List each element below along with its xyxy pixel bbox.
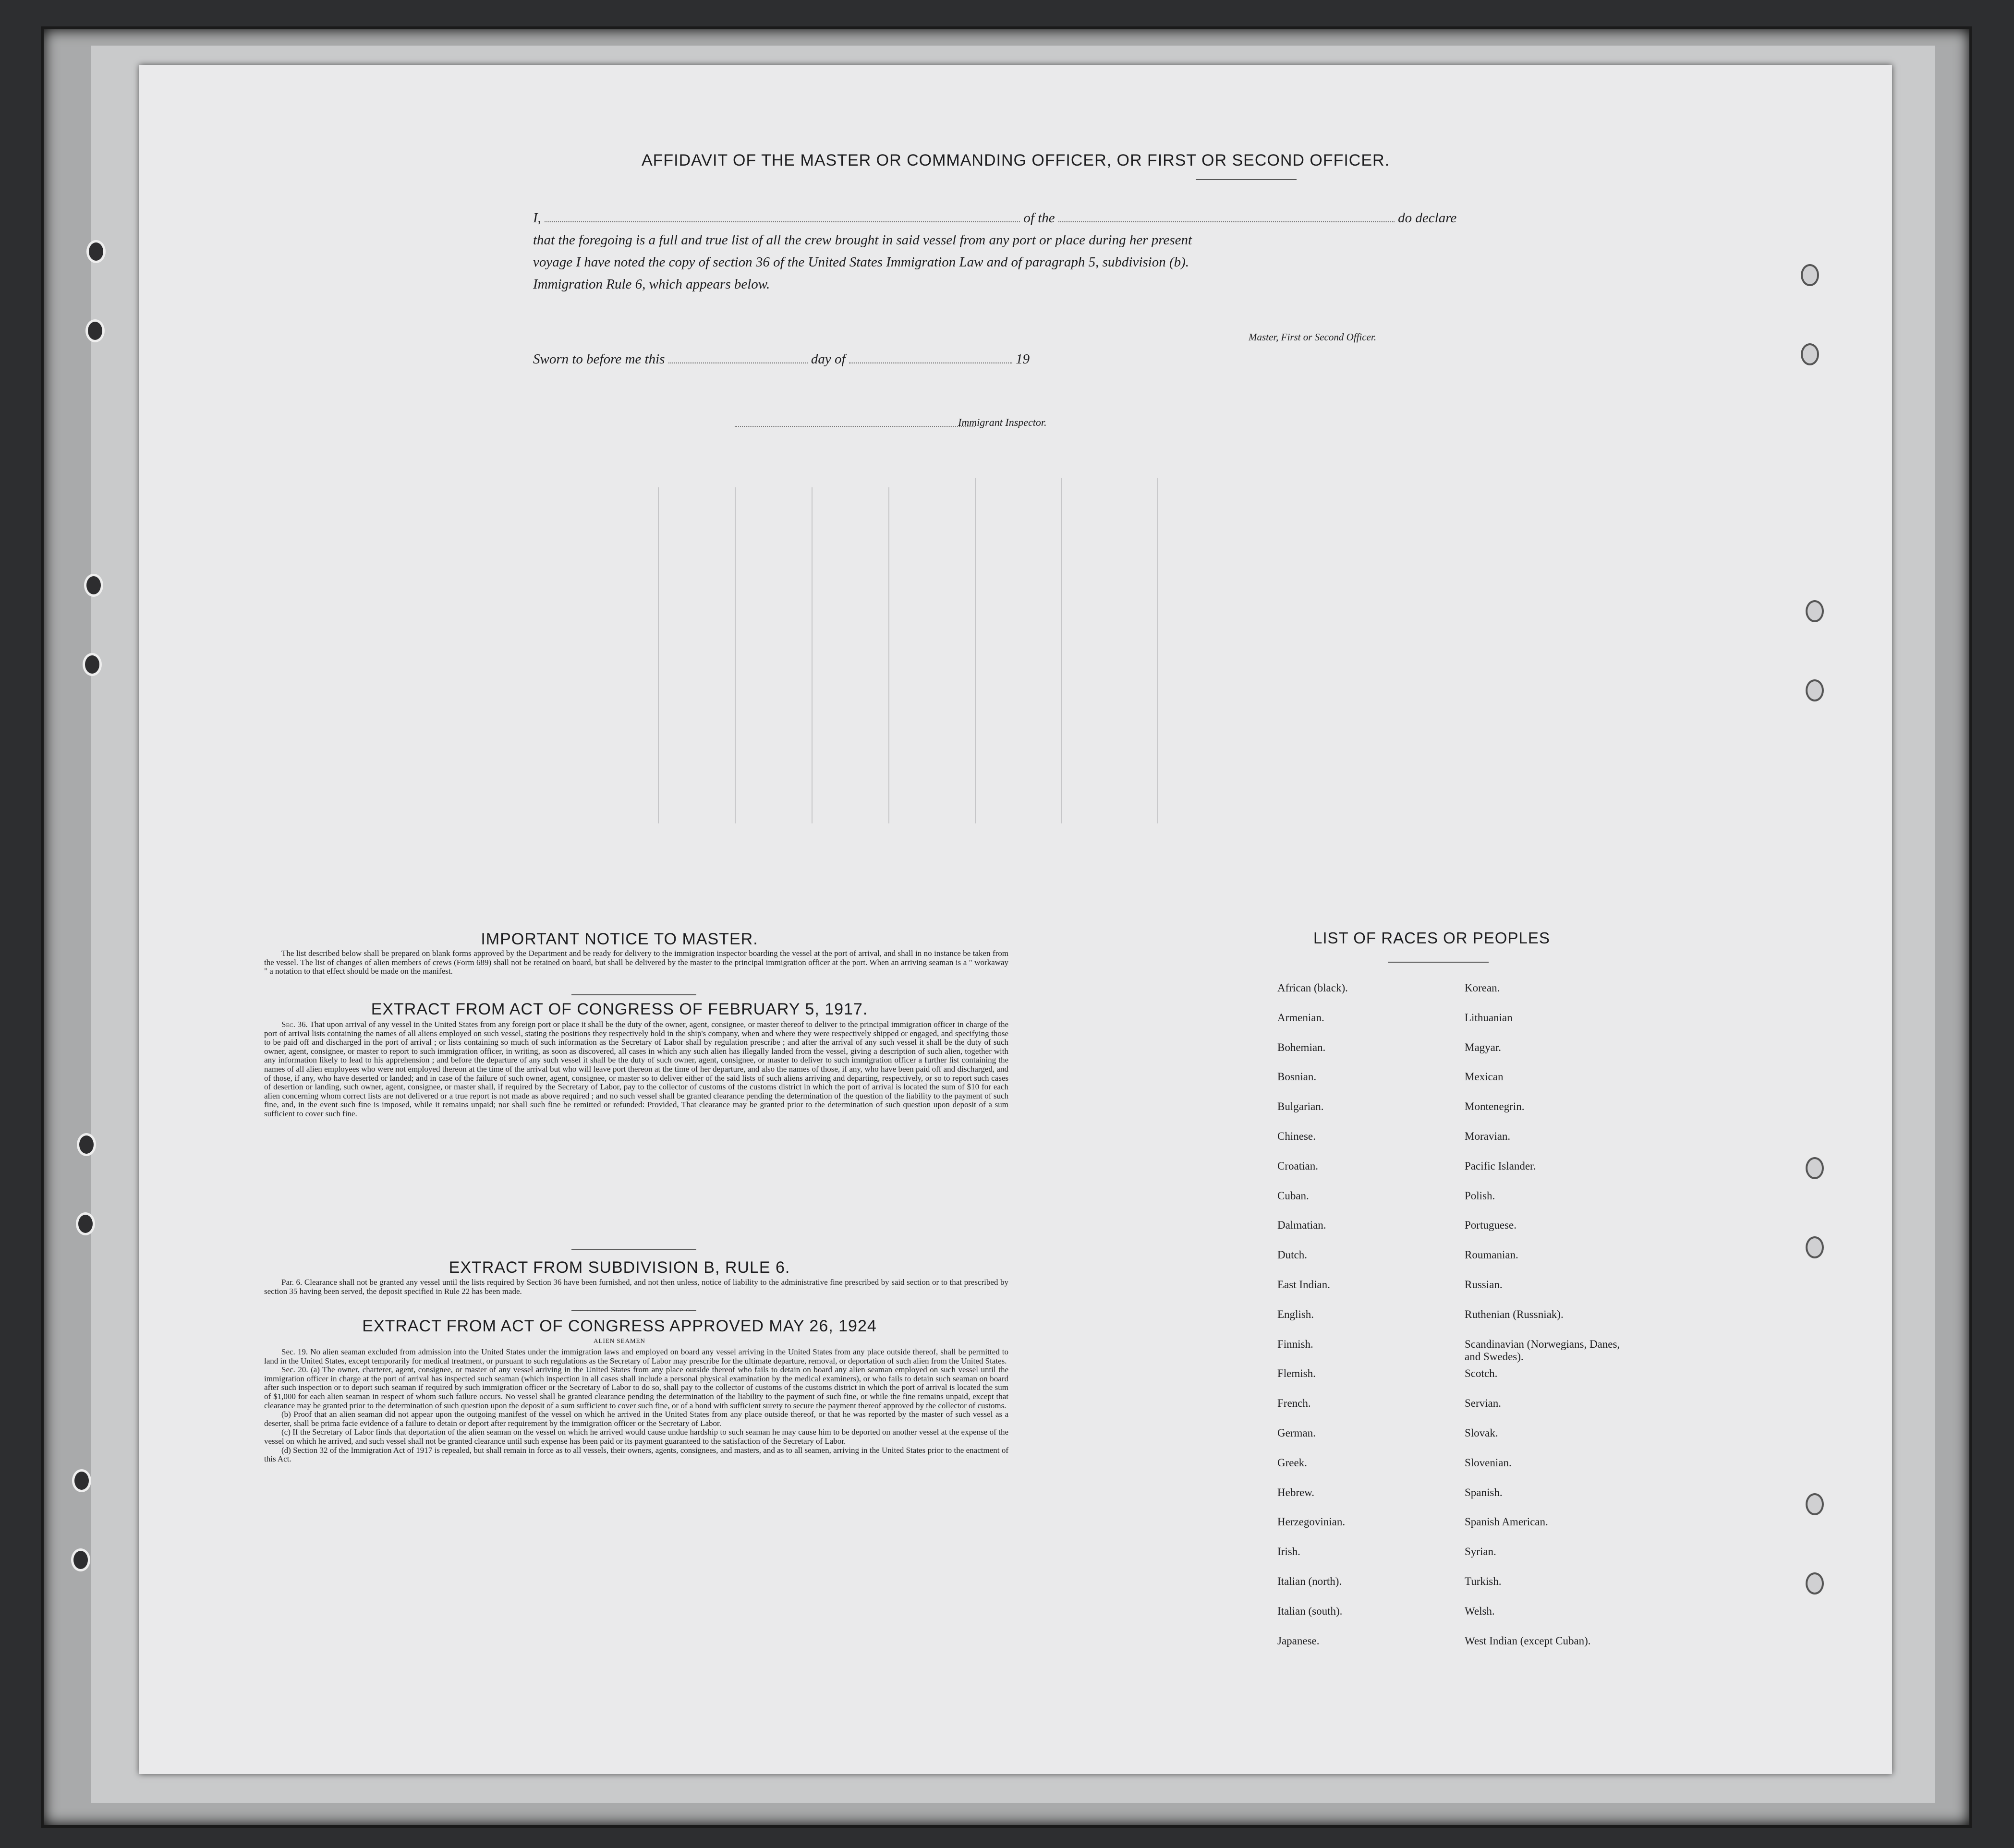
- race-item: Dutch.: [1277, 1249, 1307, 1261]
- alien-seamen-subtitle: ALIEN SEAMEN: [594, 1337, 645, 1344]
- race-item: Ruthenian (Russniak).: [1465, 1308, 1564, 1320]
- section-20a: Sec. 20. (a) The owner, charterer, agent, consignee, or master of any vessel arriving in the United States from any place outside thereof who fails to detain on board any alien seaman employed on such vessel until the immigration officer in charge at the port of arrival has inspected such seaman (which inspection in all cases shall include a personal physical examination by the medical examiners), or who fails to detain such seaman on board after such inspection or to deport such seaman if required by such immigration officer or the Secretary of Labor to do so, shall pay to the collector of customs of the customs district in which the port of arrival is located the sum of $1,000 for each alien seaman in respect of whom such failure occurs. No vessel shall be granted clearance pending the determination of the liability to the payment of such fine, or while the fine remains unpaid, except that clearance may be granted prior to the determination of such question upon the deposit of a sum sufficient to cover such fine, or of a bond with sufficient surety to secure the payment thereof approved by the collector of customs.: [264, 1365, 1008, 1410]
- race-item: German.: [1277, 1427, 1316, 1439]
- binder-hole: [77, 1133, 96, 1156]
- race-item: English.: [1277, 1308, 1314, 1320]
- binder-hole: [72, 1469, 91, 1492]
- section-19: Sec. 19. No alien seaman excluded from admission into the United States under the immigration laws and employed on board any vessel arriving in the United States from any place outside thereof, shall be permitted to land in the United States, except temporarily for medical treatment, or pursuant to such regulations as the Secretary of Labor may prescribe for the ultimate departure, removal, or deportation of such alien from the United States.: [264, 1347, 1008, 1365]
- subdivision-title: EXTRACT FROM SUBDIVISION B, RULE 6.: [449, 1258, 790, 1277]
- race-item: Irish.: [1277, 1546, 1300, 1558]
- race-item: Spanish.: [1465, 1486, 1503, 1498]
- race-item: Welsh.: [1465, 1605, 1495, 1617]
- race-item: Mexican: [1465, 1071, 1504, 1083]
- race-item: Flemish.: [1277, 1367, 1316, 1380]
- binder-hole: [76, 1212, 95, 1235]
- race-item: Dalmatian.: [1277, 1219, 1326, 1232]
- race-item: Bulgarian.: [1277, 1100, 1324, 1113]
- race-item: African (black).: [1277, 982, 1348, 994]
- race-item: Syrian.: [1465, 1546, 1496, 1558]
- affidavit-title: AFFIDAVIT OF THE MASTER OR COMMANDING OFFICER, OR FIRST OR SECOND OFFICER.: [641, 151, 1390, 169]
- race-item: Spanish American.: [1465, 1516, 1548, 1528]
- section-20d: (d) Section 32 of the Immigration Act of 1917 is repealed, but shall remain in force as to all vessels, their owners, agents, consignees, and masters, and as to all seamen, arriving in the United States prior to the enactment of this Act.: [264, 1445, 1008, 1464]
- race-item: Moravian.: [1465, 1130, 1511, 1142]
- title-divider: [1196, 179, 1297, 180]
- binder-hole: [84, 574, 103, 597]
- binder-hole: [85, 319, 105, 342]
- race-item: Montenegrin.: [1465, 1100, 1525, 1113]
- binder-hole: [1806, 1572, 1824, 1594]
- of-the-label: of the: [1023, 210, 1055, 226]
- declaration-line-2: that the foregoing is a full and true list of all the crew brought in said vessel from any port or place during her present: [533, 232, 1192, 248]
- i-label: I,: [533, 210, 541, 226]
- divider: [571, 1310, 696, 1311]
- sworn-line: [533, 348, 1618, 370]
- race-item: Herzegovinian.: [1277, 1516, 1346, 1528]
- race-item: Finnish.: [1277, 1338, 1313, 1350]
- master-signature-label: Master, First or Second Officer.: [1249, 331, 1376, 343]
- inspector-label: Immigrant Inspector.: [958, 416, 1047, 428]
- section-20b: (b) Proof that an alien seaman did not appear upon the outgoing manifest of the vessel on which he arrived in the United States from any place outside thereof, or that he was reported by the master of such vessel as a deserter, shall be prima facie evidence of a failure to detain or deport after requirement by the immigration officer or the Secretary of Labor.: [264, 1410, 1008, 1428]
- race-item: Roumanian.: [1465, 1249, 1518, 1261]
- extract-1924-title: EXTRACT FROM ACT OF CONGRESS APPROVED MAY 26, 1924: [362, 1317, 877, 1335]
- race-item: Polish.: [1465, 1189, 1495, 1202]
- declaration-block: [533, 207, 1618, 295]
- binder-hole: [86, 240, 106, 263]
- race-item: Turkish.: [1465, 1575, 1502, 1587]
- race-item: Chinese.: [1277, 1130, 1316, 1142]
- race-item: Bosnian.: [1277, 1071, 1317, 1083]
- race-item: Scotch.: [1465, 1367, 1498, 1380]
- race-item: French.: [1277, 1397, 1311, 1410]
- race-item: Magyar.: [1465, 1041, 1502, 1053]
- sworn-day-field[interactable]: [668, 351, 808, 363]
- binder-hole: [71, 1548, 90, 1571]
- year-label: 19: [1016, 351, 1030, 367]
- race-item: Bohemian.: [1277, 1041, 1326, 1053]
- extract-1917-body: [264, 1020, 1008, 1119]
- race-item: Italian (south).: [1277, 1605, 1343, 1617]
- race-item: Servian.: [1465, 1397, 1502, 1410]
- race-item: Scandinavian (Norwegians, Danes, and Swedes).: [1465, 1338, 1620, 1363]
- extract-1917-title: EXTRACT FROM ACT OF CONGRESS OF FEBRUARY 5, 1917.: [371, 1000, 868, 1018]
- race-item: Greek.: [1277, 1456, 1307, 1469]
- race-item: Pacific Islander.: [1465, 1160, 1536, 1172]
- race-item: Italian (north).: [1277, 1575, 1342, 1587]
- vessel-field[interactable]: [1058, 210, 1395, 222]
- inspector-signature-line: [735, 426, 975, 427]
- race-item: Croatian.: [1277, 1160, 1318, 1172]
- name-field[interactable]: [545, 210, 1020, 222]
- subdivision-body: Par. 6. Clearance shall not be granted any vessel until the lists required by Section 36 have been furnished, and not then unless, notice of liability to the administrative fine prescribed by said section or to that prescribed by section 35 having been served, the deposit specified in Rule 22 has been made.: [264, 1278, 1008, 1296]
- races-divider: [1388, 962, 1489, 963]
- sworn-month-field[interactable]: [849, 351, 1012, 363]
- binder-hole: [1806, 1236, 1824, 1258]
- race-item: Korean.: [1465, 982, 1500, 994]
- binder-hole: [1806, 1157, 1824, 1179]
- race-item: Japanese.: [1277, 1634, 1320, 1647]
- race-item: Lithuanian: [1465, 1011, 1513, 1024]
- race-item: Portuguese.: [1465, 1219, 1517, 1232]
- section-20c: (c) If the Secretary of Labor finds that deportation of the alien seaman on the vessel on which he arrived would cause undue hardship to such seaman he may cause him to be deported on another vessel at the expense of the vessel on which he arrived, and such vessel shall not be granted clearance until such expense has been paid or its payment guaranteed to the satisfaction of the Secretary of Labor.: [264, 1427, 1008, 1446]
- race-item: West Indian (except Cuban).: [1465, 1634, 1591, 1647]
- binder-hole: [1806, 1493, 1824, 1515]
- declaration-line-3: voyage I have noted the copy of section 36 of the United States Immigration Law and of paragraph 5, subdivision (b).: [533, 254, 1189, 270]
- declaration-line-1: [533, 207, 1618, 229]
- divider: [571, 994, 696, 995]
- race-item: Hebrew.: [1277, 1486, 1315, 1498]
- notice-title: IMPORTANT NOTICE TO MASTER.: [481, 930, 758, 948]
- race-item: East Indian.: [1277, 1279, 1330, 1291]
- extract-1924-body: [264, 1348, 1008, 1464]
- binder-hole: [83, 653, 102, 676]
- race-item: Russian.: [1465, 1279, 1503, 1291]
- section-number: Sec. 36.: [281, 1020, 308, 1029]
- race-item: Cuban.: [1277, 1189, 1309, 1202]
- section-36-text: That upon arrival of any vessel in the United States from any foreign port or place it shall be the duty of the owner, agent, consignee, or master thereof to deliver to the principal immigration officer in charge of the port of arrival lists containing the names of all aliens employed on such vessel, stating the positions they respectively hold in the ship's company, when and where they were respectively shipped or engaged, and specifying those to be paid off and discharged in the port of arrival ; or lists containing so much of such information as the Secretary of Labor shall by regulation prescribe ; and after the arrival of any such vessel it shall be the duty of such owner, agent, consignee, or master to report to such immigration officer, in writing, as soon as discovered, all cases in which any such alien has illegally landed from the vessel, giving a description of such alien, together with any information likely to lead to his apprehension ; and before the departure of any such vessel it shall be the duty of such owner, agent, consignee, or master to deliver to such immigration officer a further list containing the names of all alien employees who were not employed thereon at the time of the arrival but who will leave port thereon at the time of her departure, and also the names of those, if any, who have been paid off and discharged, and of those, if any, who have deserted or landed; and in case of the failure of such owner, agent, consignee, or master so to deliver either of the said lists of such aliens arriving and departing, respectively, or so to report such cases of desertion or landing, such owner, agent, consignee, or master shall, if required by the Secretary of Labor, pay to the collector of customs of the customs district in which the port of arrival is located the sum of $10 for each alien concerning whom correct lists are not delivered or a true report is not made as above required ; and no such vessel shall be granted clearance pending the determination of the question of the liability to the payment of such fine, and, in the event such fine is imposed, while it remains unpaid; nor shall such fine be remitted or refunded: Provided, That clearance may be granted prior to the determination of such question upon deposit of a sum sufficient to cover such fine.: [264, 1020, 1008, 1118]
- race-item: Slovak.: [1465, 1427, 1498, 1439]
- sworn-label: Sworn to before me this: [533, 351, 665, 367]
- document-page: [139, 65, 1892, 1774]
- do-declare-label: do declare: [1398, 210, 1457, 226]
- race-item: Armenian.: [1277, 1011, 1324, 1024]
- bleed-through-table: [139, 65, 1892, 929]
- declaration-line-4: Immigration Rule 6, which appears below.: [533, 277, 770, 292]
- day-of-label: day of: [811, 351, 846, 367]
- races-title: LIST OF RACES OR PEOPLES: [1313, 929, 1550, 947]
- notice-body: The list described below shall be prepared on blank forms approved by the Department and be ready for delivery to the immigration inspector boarding the vessel at the port of arrival, and shall in no instance be taken from the vessel. The list of changes of alien members of crews (Form 689) shall not be retained on board, but shall be delivered by the master to the principal immigration officer at the port. When an arriving seaman is a " workaway " a notation to that effect should be made on the manifest.: [264, 949, 1008, 976]
- race-item: Slovenian.: [1465, 1456, 1512, 1469]
- divider: [571, 1249, 696, 1250]
